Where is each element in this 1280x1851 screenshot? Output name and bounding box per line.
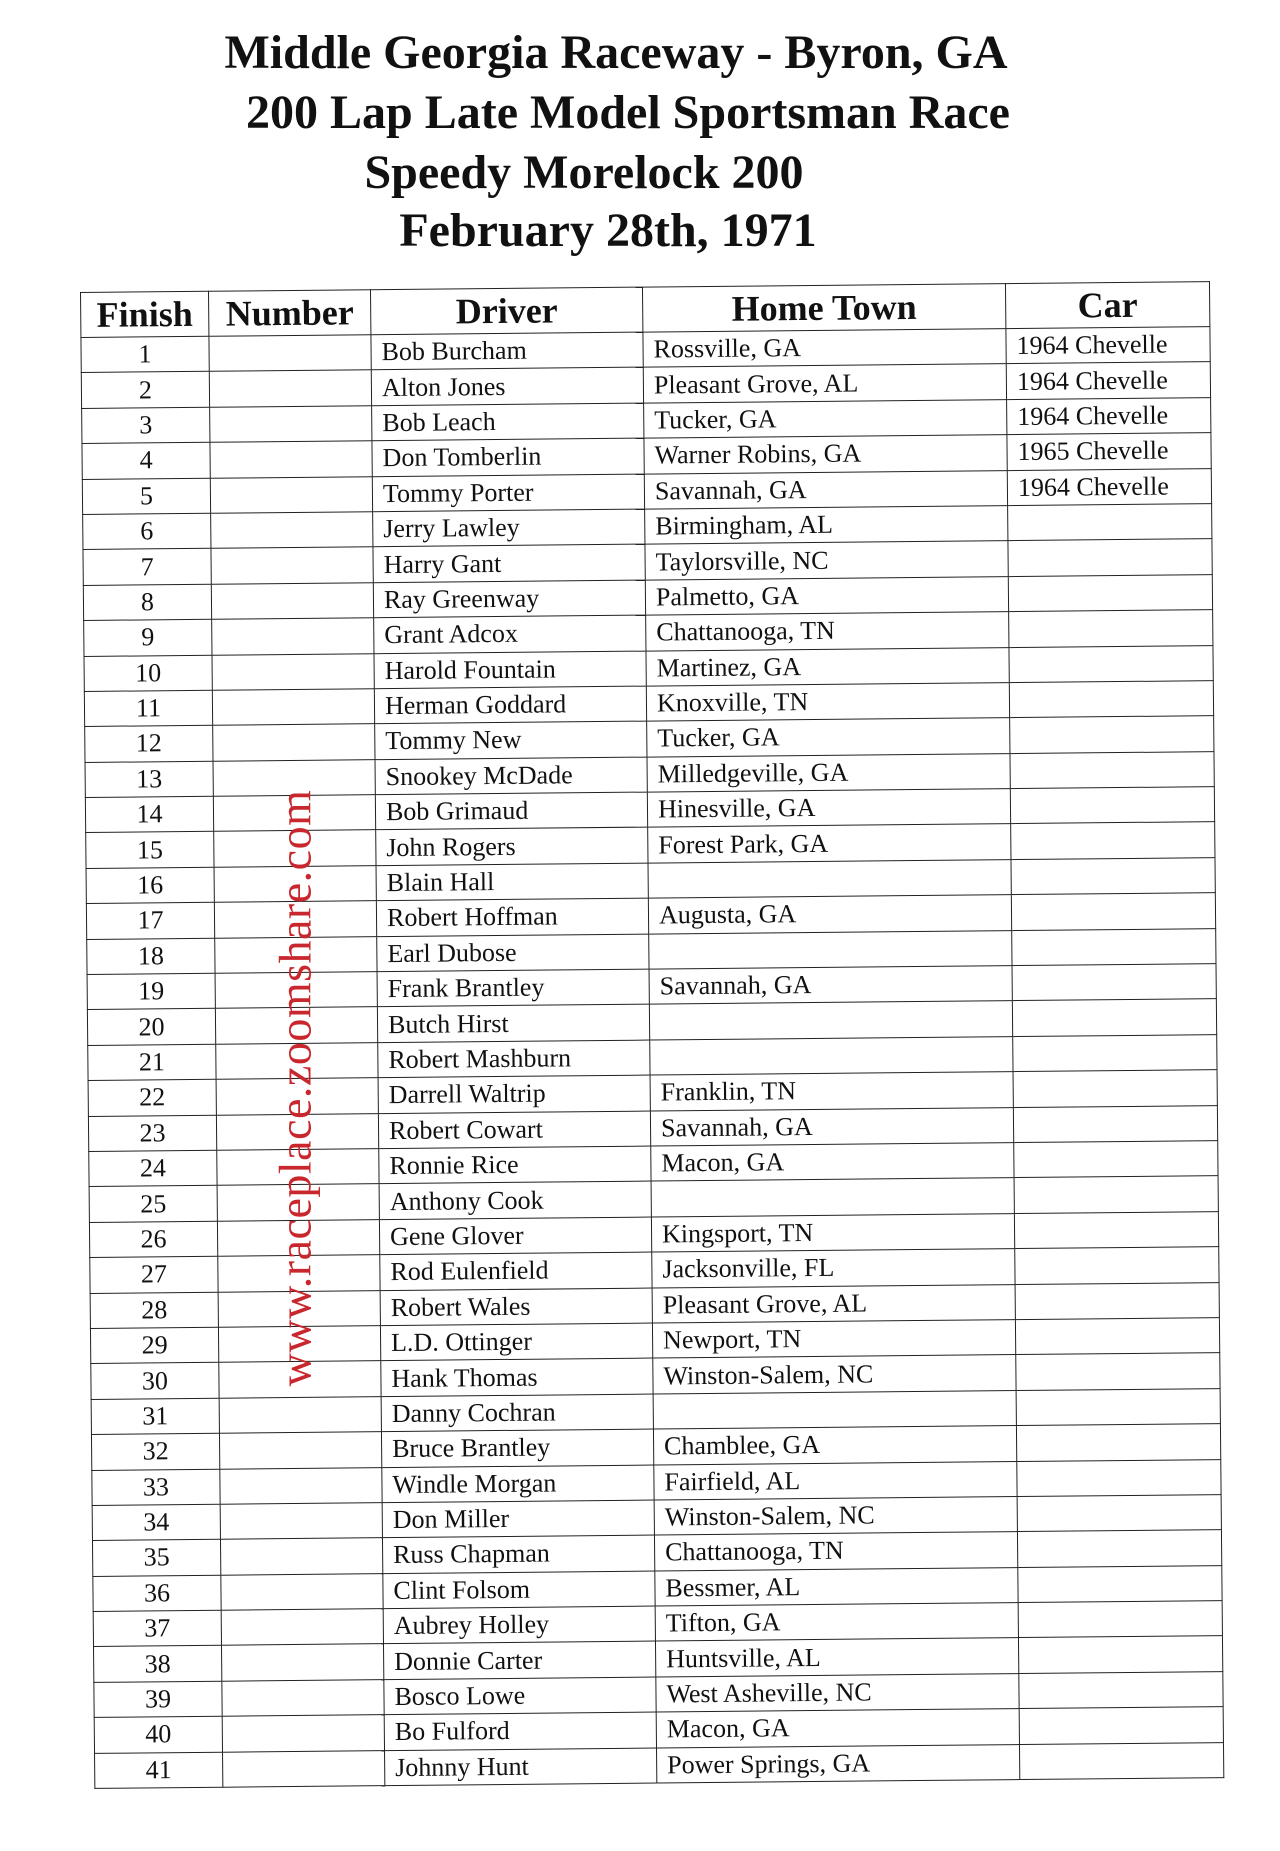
finish-cell: 40 xyxy=(94,1716,222,1753)
number-cell xyxy=(219,1396,381,1433)
hometown-cell: Taylorsville, NC xyxy=(645,541,1008,580)
number-cell xyxy=(222,1679,384,1716)
car-cell xyxy=(1012,928,1216,965)
car-cell: 1964 Chevelle xyxy=(1007,468,1211,505)
car-cell xyxy=(1015,1282,1219,1319)
car-cell xyxy=(1009,681,1213,718)
hometown-cell: Fairfield, AL xyxy=(654,1461,1017,1500)
driver-cell: Donnie Carter xyxy=(383,1641,655,1679)
number-cell xyxy=(219,1432,381,1469)
car-cell xyxy=(1011,822,1215,859)
car-cell xyxy=(1009,645,1213,682)
hometown-cell: Macon, GA xyxy=(651,1143,1014,1182)
car-cell: 1964 Chevelle xyxy=(1007,397,1211,434)
hometown-cell: Pleasant Grove, AL xyxy=(643,364,1006,403)
hometown-cell: Bessmer, AL xyxy=(655,1567,1018,1606)
title-venue: Middle Georgia Raceway - Byron, GA xyxy=(224,26,1008,79)
finish-cell: 27 xyxy=(90,1256,218,1293)
car-cell: 1964 Chevelle xyxy=(1006,327,1210,364)
car-cell xyxy=(1017,1530,1221,1567)
col-header-hometown: Home Town xyxy=(642,284,1005,332)
car-cell xyxy=(1014,1211,1218,1248)
number-cell xyxy=(220,1538,382,1575)
number-cell xyxy=(210,405,372,442)
driver-cell: Snookey McDade xyxy=(375,757,647,795)
finish-cell: 14 xyxy=(85,796,213,833)
hometown-cell: Franklin, TN xyxy=(650,1072,1013,1111)
car-cell xyxy=(1014,1176,1218,1213)
number-cell xyxy=(212,653,374,690)
finish-cell: 37 xyxy=(93,1610,221,1647)
finish-cell: 36 xyxy=(93,1575,221,1612)
finish-cell: 17 xyxy=(86,902,214,939)
hometown-cell: Martinez, GA xyxy=(646,647,1009,686)
hometown-cell: Winston-Salem, NC xyxy=(654,1496,1017,1535)
car-cell xyxy=(1008,504,1212,541)
finish-cell: 32 xyxy=(91,1433,219,1470)
finish-cell: 33 xyxy=(92,1469,220,1506)
hometown-cell: Pleasant Grove, AL xyxy=(652,1284,1015,1323)
hometown-cell: Power Springs, GA xyxy=(656,1744,1019,1783)
hometown-cell xyxy=(648,859,1011,898)
finish-cell: 22 xyxy=(88,1079,216,1116)
hometown-cell: Hinesville, GA xyxy=(647,789,1010,828)
car-cell xyxy=(1012,964,1216,1001)
results-table-body xyxy=(81,327,1224,1789)
hometown-cell: Birmingham, AL xyxy=(645,506,1008,545)
finish-cell: 25 xyxy=(89,1186,217,1223)
driver-cell: Don Tomberlin xyxy=(372,438,644,476)
car-cell: 1965 Chevelle xyxy=(1007,433,1211,470)
driver-cell: Herman Goddard xyxy=(374,686,646,724)
driver-cell: Gene Glover xyxy=(379,1217,651,1255)
finish-cell: 28 xyxy=(90,1292,218,1329)
number-cell xyxy=(221,1573,383,1610)
car-cell xyxy=(1016,1353,1220,1390)
car-cell xyxy=(1015,1247,1219,1284)
driver-cell: Bob Leach xyxy=(372,403,644,441)
driver-cell: Don Miller xyxy=(382,1500,654,1538)
driver-cell: Robert Cowart xyxy=(378,1111,650,1149)
finish-cell: 3 xyxy=(82,407,210,444)
driver-cell: Darrell Waltrip xyxy=(378,1075,650,1113)
driver-cell: Frank Brantley xyxy=(377,969,649,1007)
finish-cell: 15 xyxy=(86,832,214,869)
hometown-cell: Savannah, GA xyxy=(650,1107,1013,1146)
driver-cell: Tommy Porter xyxy=(372,474,644,512)
car-cell xyxy=(1014,1141,1218,1178)
hometown-cell: Kingsport, TN xyxy=(651,1213,1014,1252)
hometown-cell: Savannah, GA xyxy=(649,966,1012,1005)
col-header-finish: Finish xyxy=(81,291,209,337)
driver-cell: Aubrey Holley xyxy=(383,1606,655,1644)
finish-cell: 12 xyxy=(85,726,213,763)
driver-cell: Robert Wales xyxy=(380,1288,652,1326)
hometown-cell: Macon, GA xyxy=(656,1709,1019,1748)
car-cell xyxy=(1018,1565,1222,1602)
driver-cell: Robert Mashburn xyxy=(378,1040,650,1078)
car-cell xyxy=(1019,1707,1223,1744)
number-cell xyxy=(221,1609,383,1646)
car-cell xyxy=(1017,1494,1221,1531)
car-cell xyxy=(1010,716,1214,753)
finish-cell: 30 xyxy=(91,1363,219,1400)
hometown-cell: Tifton, GA xyxy=(655,1603,1018,1642)
car-cell xyxy=(1019,1671,1223,1708)
car-cell: 1964 Chevelle xyxy=(1006,362,1210,399)
number-cell xyxy=(211,582,373,619)
finish-cell: 38 xyxy=(94,1646,222,1683)
driver-cell: Danny Cochran xyxy=(381,1394,653,1432)
title-race-name: Speedy Morelock 200 xyxy=(364,146,804,199)
car-cell xyxy=(1011,893,1215,930)
hometown-cell: Tucker, GA xyxy=(647,718,1010,757)
finish-cell: 6 xyxy=(83,513,211,550)
finish-cell: 21 xyxy=(88,1044,216,1081)
number-cell xyxy=(213,724,375,761)
driver-cell: Bosco Lowe xyxy=(384,1677,656,1715)
number-cell xyxy=(212,689,374,726)
car-cell xyxy=(1013,1070,1217,1107)
finish-cell: 20 xyxy=(87,1009,215,1046)
car-cell xyxy=(1010,787,1214,824)
finish-cell: 4 xyxy=(82,442,210,479)
number-cell xyxy=(220,1467,382,1504)
car-cell xyxy=(1016,1388,1220,1425)
driver-cell: Harold Fountain xyxy=(374,651,646,689)
hometown-cell: Winston-Salem, NC xyxy=(653,1355,1016,1394)
finish-cell: 26 xyxy=(89,1221,217,1258)
finish-cell: 29 xyxy=(90,1327,218,1364)
col-header-number: Number xyxy=(208,290,370,337)
driver-cell: Bob Burcham xyxy=(371,332,643,370)
car-cell xyxy=(1018,1636,1222,1673)
finish-cell: 9 xyxy=(84,619,212,656)
finish-cell: 2 xyxy=(81,372,209,409)
finish-cell: 16 xyxy=(86,867,214,904)
hometown-cell: Milledgeville, GA xyxy=(647,753,1010,792)
driver-cell: Butch Hirst xyxy=(377,1004,649,1042)
driver-cell: Johnny Hunt xyxy=(385,1748,657,1786)
car-cell xyxy=(1019,1742,1223,1779)
driver-cell: Hank Thomas xyxy=(381,1358,653,1396)
driver-cell: Grant Adcox xyxy=(374,615,646,653)
driver-cell: Bob Grimaud xyxy=(375,792,647,830)
number-cell xyxy=(210,441,372,478)
driver-cell: Tommy New xyxy=(375,721,647,759)
finish-cell: 39 xyxy=(94,1681,222,1718)
number-cell xyxy=(222,1715,384,1752)
driver-cell: Russ Chapman xyxy=(382,1535,654,1573)
car-cell xyxy=(1008,539,1212,576)
hometown-cell: Savannah, GA xyxy=(644,470,1007,509)
driver-cell: Harry Gant xyxy=(373,544,645,582)
title-date: February 28th, 1971 xyxy=(399,204,817,257)
car-cell xyxy=(1018,1601,1222,1638)
car-cell xyxy=(1012,999,1216,1036)
driver-cell: Bruce Brantley xyxy=(381,1429,653,1467)
hometown-cell: Augusta, GA xyxy=(648,895,1011,934)
hometown-cell xyxy=(649,1001,1012,1040)
driver-cell: L.D. Ottinger xyxy=(380,1323,652,1361)
finish-cell: 11 xyxy=(84,690,212,727)
number-cell xyxy=(220,1503,382,1540)
watermark-url: www.raceplace.zoomshare.com xyxy=(269,789,321,1387)
hometown-cell: Palmetto, GA xyxy=(645,576,1008,615)
number-cell xyxy=(223,1750,385,1787)
driver-cell: Clint Folsom xyxy=(383,1571,655,1609)
finish-cell: 19 xyxy=(87,973,215,1010)
driver-cell: Windle Morgan xyxy=(382,1465,654,1503)
hometown-cell: Tucker, GA xyxy=(644,399,1007,438)
driver-cell: Blain Hall xyxy=(376,863,648,901)
hometown-cell: Chattanooga, TN xyxy=(654,1532,1017,1571)
hometown-cell: Chattanooga, TN xyxy=(646,612,1009,651)
driver-cell: Robert Hoffman xyxy=(376,898,648,936)
finish-cell: 41 xyxy=(95,1752,223,1789)
hometown-cell xyxy=(653,1390,1016,1429)
hometown-cell: Chamblee, GA xyxy=(653,1426,1016,1465)
finish-cell: 1 xyxy=(81,336,209,373)
hometown-cell: Knoxville, TN xyxy=(646,683,1009,722)
number-cell xyxy=(210,476,372,513)
number-cell xyxy=(211,512,373,549)
finish-cell: 24 xyxy=(89,1150,217,1187)
number-cell xyxy=(211,547,373,584)
driver-cell: Ronnie Rice xyxy=(379,1146,651,1184)
car-cell xyxy=(1015,1318,1219,1355)
number-cell xyxy=(209,335,371,372)
finish-cell: 23 xyxy=(88,1115,216,1152)
number-cell xyxy=(209,370,371,407)
hometown-cell: Warner Robins, GA xyxy=(644,435,1007,474)
car-cell xyxy=(1016,1424,1220,1461)
results-table xyxy=(80,281,1224,1789)
finish-cell: 31 xyxy=(91,1398,219,1435)
finish-cell: 18 xyxy=(87,938,215,975)
finish-cell: 7 xyxy=(83,549,211,586)
driver-cell: Ray Greenway xyxy=(373,580,645,618)
car-cell xyxy=(1010,751,1214,788)
driver-cell: John Rogers xyxy=(376,828,648,866)
car-cell xyxy=(1013,1105,1217,1142)
driver-cell: Jerry Lawley xyxy=(373,509,645,547)
finish-cell: 34 xyxy=(92,1504,220,1541)
hometown-cell: Huntsville, AL xyxy=(655,1638,1018,1677)
car-cell xyxy=(1017,1459,1221,1496)
finish-cell: 8 xyxy=(83,584,211,621)
finish-cell: 5 xyxy=(82,478,210,515)
finish-cell: 10 xyxy=(84,655,212,692)
driver-cell: Bo Fulford xyxy=(384,1712,656,1750)
hometown-cell: Jacksonville, FL xyxy=(652,1249,1015,1288)
col-header-car: Car xyxy=(1005,282,1209,329)
car-cell xyxy=(1009,610,1213,647)
col-header-driver: Driver xyxy=(370,287,642,335)
driver-cell: Rod Eulenfield xyxy=(380,1252,652,1290)
hometown-cell: West Asheville, NC xyxy=(656,1673,1019,1712)
hometown-cell xyxy=(650,1036,1013,1075)
hometown-cell xyxy=(649,930,1012,969)
finish-cell: 13 xyxy=(85,761,213,798)
number-cell xyxy=(222,1644,384,1681)
finish-cell: 35 xyxy=(92,1539,220,1576)
hometown-cell: Forest Park, GA xyxy=(648,824,1011,863)
car-cell xyxy=(1011,857,1215,894)
title-race-type: 200 Lap Late Model Sportsman Race xyxy=(246,86,1010,139)
number-cell xyxy=(212,618,374,655)
driver-cell: Anthony Cook xyxy=(379,1181,651,1219)
hometown-cell: Rossville, GA xyxy=(643,329,1006,368)
car-cell xyxy=(1008,574,1212,611)
hometown-cell xyxy=(651,1178,1014,1217)
driver-cell: Earl Dubose xyxy=(377,934,649,972)
driver-cell: Alton Jones xyxy=(371,367,643,405)
car-cell xyxy=(1013,1034,1217,1071)
hometown-cell: Newport, TN xyxy=(652,1320,1015,1359)
